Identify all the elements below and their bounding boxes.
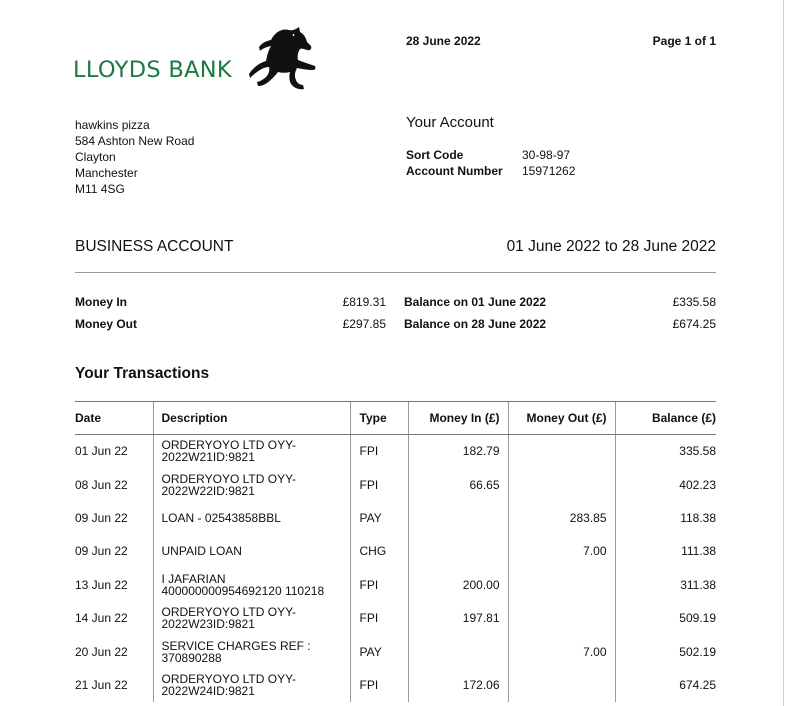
tx-balance: 111.38 [615,535,716,568]
transactions-title: Your Transactions [75,365,210,382]
col-type-header: Type [350,402,408,435]
col-money-in-header: Money In (£) [408,402,508,435]
tx-money-out [508,601,615,634]
closing-balance-value: £674.25 [672,317,716,331]
customer-address [75,117,194,197]
table-row [75,435,716,468]
tx-description: ORDERYOYO LTD OYY- 2022W23ID:9821 [153,601,350,634]
page-edge [783,0,784,706]
tx-balance: 311.38 [615,568,716,601]
tx-balance: 509.19 [615,601,716,634]
lloyds-logo [73,26,323,92]
address-line: Clayton [75,150,116,164]
tx-type: CHG [350,535,408,568]
tx-description: ORDERYOYO LTD OYY- 2022W22ID:9821 [153,468,350,501]
tx-type: FPI [350,468,408,501]
table-row [75,668,716,701]
address-line: hawkins pizza [75,118,150,132]
table-row [75,568,716,601]
tx-money-in: 182.79 [408,435,508,468]
table-row [75,601,716,634]
address-line: M11 4SG [75,182,125,196]
section-divider [75,272,716,273]
money-out-label: Money Out [75,317,137,331]
tx-type: FPI [350,668,408,701]
tx-date: 01 Jun 22 [75,444,128,459]
tx-date: 14 Jun 22 [75,611,128,626]
tx-money-in [408,501,508,534]
address-line: 584 Ashton New Road [75,134,195,148]
account-number-row [406,164,575,178]
tx-type: PAY [350,501,408,534]
brand-name: LLOYDS BANK [73,57,232,83]
tx-money-in: 200.00 [408,568,508,601]
money-in-label: Money In [75,295,128,309]
tx-money-in [408,635,508,668]
tx-description: I JAFARIAN 400000000954692120 110218 [153,568,350,601]
col-date-header: Date [75,402,153,435]
tx-balance: 502.19 [615,635,716,668]
col-description-header: Description [153,402,350,435]
account-number-value: 15971262 [522,164,576,178]
account-type-title: BUSINESS ACCOUNT [75,238,234,255]
tx-balance: 674.25 [615,668,716,701]
sort-code-label: Sort Code [406,148,464,162]
table-row [75,468,716,501]
tx-date: 08 Jun 22 [75,477,128,492]
tx-type: FPI [350,435,408,468]
tx-date: 09 Jun 22 [75,510,128,525]
tx-description: UNPAID LOAN [153,535,350,568]
tx-date: 20 Jun 22 [75,644,128,659]
col-balance-header: Balance (£) [615,402,716,435]
statement-period: 01 June 2022 to 28 June 2022 [506,238,716,255]
transactions-body [75,435,716,702]
money-out-total: £297.85 [342,317,386,331]
tx-money-out: 7.00 [508,535,615,568]
tx-money-out: 283.85 [508,501,615,534]
tx-money-in: 197.81 [408,601,508,634]
table-row [75,535,716,568]
tx-date: 13 Jun 22 [75,577,128,592]
tx-balance: 402.23 [615,468,716,501]
tx-money-in: 172.06 [408,668,508,701]
table-row [75,501,716,534]
table-row [75,635,716,668]
tx-type: FPI [350,601,408,634]
col-money-out-header: Money Out (£) [508,402,615,435]
page-number: Page 1 of 1 [652,34,716,48]
tx-date: 21 Jun 22 [75,677,128,692]
opening-balance-label: Balance on 01 June 2022 [404,295,547,309]
tx-description: LOAN - 02543858BBL [153,501,350,534]
address-line: Manchester [75,166,138,180]
tx-money-out [508,468,615,501]
tx-date: 09 Jun 22 [75,544,128,559]
money-in-total: £819.31 [342,295,386,309]
tx-money-in: 66.65 [408,468,508,501]
tx-balance: 335.58 [615,435,716,468]
statement-date: 28 June 2022 [406,34,481,48]
table-header-row [75,402,716,435]
sort-code-value: 30-98-97 [522,148,571,162]
tx-money-in [408,535,508,568]
tx-money-out [508,568,615,601]
account-section-title: Your Account [406,114,494,131]
tx-money-out: 7.00 [508,635,615,668]
transactions-table [75,401,716,702]
tx-description: ORDERYOYO LTD OYY- 2022W24ID:9821 [153,668,350,701]
tx-type: FPI [350,568,408,601]
black-horse-icon [249,26,319,92]
opening-balance-value: £335.58 [672,295,716,309]
tx-description: ORDERYOYO LTD OYY- 2022W21ID:9821 [153,435,350,468]
tx-type: PAY [350,635,408,668]
tx-money-out [508,435,615,468]
tx-description: SERVICE CHARGES REF : 370890288 [153,635,350,668]
sort-code-row [406,148,570,162]
account-number-label: Account Number [406,164,503,178]
tx-money-out [508,668,615,701]
closing-balance-label: Balance on 28 June 2022 [404,317,547,331]
tx-balance: 118.38 [615,501,716,534]
